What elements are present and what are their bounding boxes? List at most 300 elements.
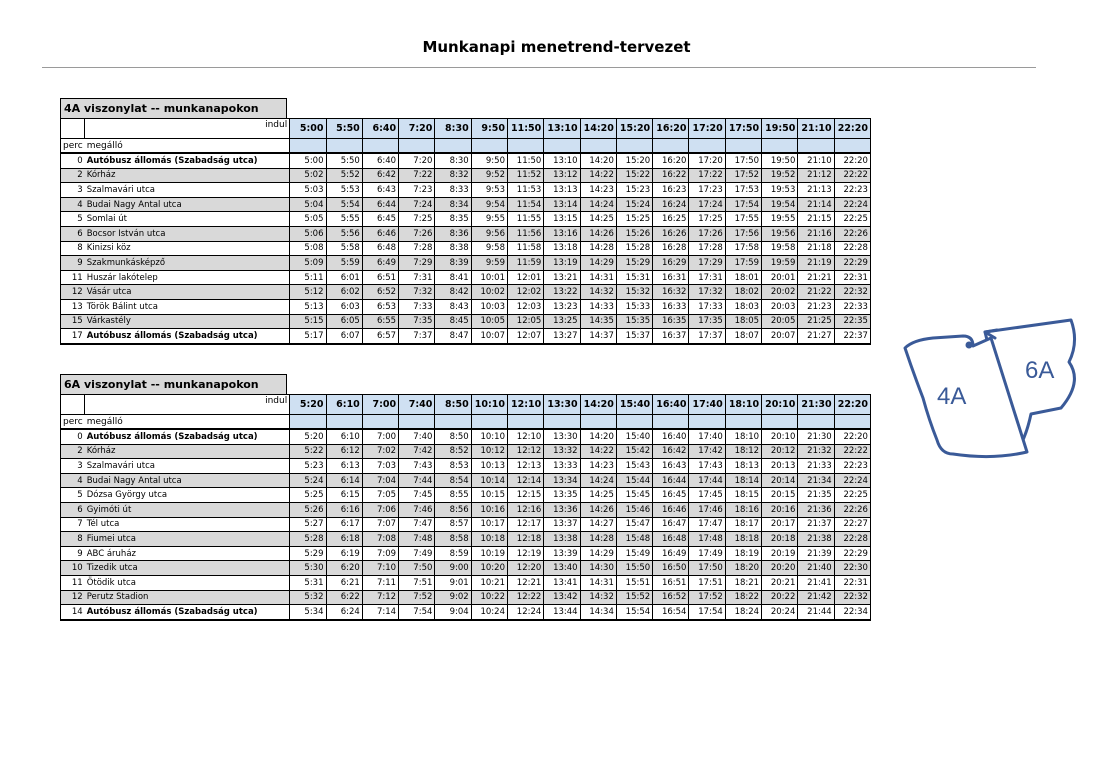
arrival-time: 22:31 (834, 270, 870, 285)
table-row (61, 197, 871, 212)
stop-name: Autóbusz állomás (Szabadság utca) (85, 429, 290, 444)
table-row (61, 270, 871, 285)
arrival-time: 7:08 (362, 532, 398, 547)
arrival-time: 16:25 (653, 212, 689, 227)
arrival-time: 6:13 (326, 459, 362, 474)
arrival-time: 6:44 (362, 197, 398, 212)
arrival-time: 6:46 (362, 226, 398, 241)
stop-name: Autóbusz állomás (Szabadság utca) (85, 329, 290, 344)
travel-minutes: 17 (61, 329, 85, 344)
table-row (61, 212, 871, 227)
arrival-time: 18:01 (725, 270, 761, 285)
arrival-time: 21:35 (798, 488, 834, 503)
arrival-time: 15:45 (616, 488, 652, 503)
departure-time: 5:20 (290, 395, 326, 415)
arrival-time: 17:25 (689, 212, 725, 227)
arrival-time: 17:22 (689, 168, 725, 183)
arrival-time: 13:39 (544, 546, 580, 561)
arrival-time: 16:23 (653, 183, 689, 198)
arrival-time: 11:55 (507, 212, 543, 227)
header-blank-cell (834, 415, 870, 430)
arrival-time: 5:15 (290, 314, 326, 329)
table-row (61, 285, 871, 300)
arrival-time: 8:32 (435, 168, 471, 183)
arrival-time: 16:43 (653, 459, 689, 474)
arrival-time: 13:41 (544, 575, 580, 590)
departure-time: 8:50 (435, 395, 471, 415)
arrival-time: 20:24 (762, 605, 798, 620)
arrival-time: 17:40 (689, 429, 725, 444)
arrival-time: 10:15 (471, 488, 507, 503)
arrival-time: 15:47 (616, 517, 652, 532)
arrival-time: 11:53 (507, 183, 543, 198)
table-row (61, 546, 871, 561)
arrival-time: 21:21 (798, 270, 834, 285)
arrival-time: 7:10 (362, 561, 398, 576)
arrival-time: 10:20 (471, 561, 507, 576)
arrival-time: 7:07 (362, 517, 398, 532)
arrival-time: 14:25 (580, 212, 616, 227)
arrival-time: 12:22 (507, 590, 543, 605)
arrival-time: 14:22 (580, 444, 616, 459)
arrival-time: 18:17 (725, 517, 761, 532)
arrival-time: 16:33 (653, 299, 689, 314)
header-blank-cell (689, 139, 725, 154)
departure-time: 18:10 (725, 395, 761, 415)
arrival-time: 17:58 (725, 241, 761, 256)
table-row (61, 473, 871, 488)
arrival-time: 7:14 (362, 605, 398, 620)
stop-name: Autóbusz állomás (Szabadság utca) (85, 605, 290, 620)
arrival-time: 17:53 (725, 183, 761, 198)
arrival-time: 17:32 (689, 285, 725, 300)
header-blank-cell (544, 139, 580, 154)
arrival-time: 21:32 (798, 444, 834, 459)
arrival-time: 10:01 (471, 270, 507, 285)
arrival-time: 14:30 (580, 561, 616, 576)
travel-minutes: 3 (61, 183, 85, 198)
header-blank-cell (471, 139, 507, 154)
arrival-time: 8:55 (435, 488, 471, 503)
arrival-time: 15:32 (616, 285, 652, 300)
arrival-time: 21:18 (798, 241, 834, 256)
arrival-time: 15:43 (616, 459, 652, 474)
arrival-time: 22:24 (834, 197, 870, 212)
arrival-time: 18:20 (725, 561, 761, 576)
arrival-time: 18:12 (725, 444, 761, 459)
timetable-6a (60, 394, 871, 621)
route-4a-label: 4A (937, 383, 967, 410)
arrival-time: 15:25 (616, 212, 652, 227)
arrival-time: 10:14 (471, 473, 507, 488)
minutes-label: perc (61, 415, 85, 430)
arrival-time: 5:22 (290, 444, 326, 459)
travel-minutes: 9 (61, 256, 85, 271)
arrival-time: 14:27 (580, 517, 616, 532)
table-row (61, 532, 871, 547)
stop-name: Perutz Stadion (85, 590, 290, 605)
arrival-time: 14:29 (580, 546, 616, 561)
arrival-time: 14:37 (580, 329, 616, 344)
header-blank-cell (326, 415, 362, 430)
travel-minutes: 0 (61, 429, 85, 444)
arrival-time: 17:48 (689, 532, 725, 547)
arrival-time: 20:15 (762, 488, 798, 503)
stop-name: Vásár utca (85, 285, 290, 300)
header-blank-cell (435, 415, 471, 430)
arrival-time: 7:32 (399, 285, 435, 300)
arrival-time: 10:03 (471, 299, 507, 314)
departure-time: 14:20 (580, 119, 616, 139)
arrival-time: 15:48 (616, 532, 652, 547)
arrival-time: 20:10 (762, 429, 798, 444)
table-row (61, 488, 871, 503)
arrival-time: 17:37 (689, 329, 725, 344)
arrival-time: 13:36 (544, 502, 580, 517)
arrival-time: 14:20 (580, 429, 616, 444)
arrival-time: 21:34 (798, 473, 834, 488)
stop-name: Budai Nagy Antal utca (85, 473, 290, 488)
header-blank-cell (471, 415, 507, 430)
travel-minutes: 11 (61, 575, 85, 590)
arrival-time: 13:30 (544, 429, 580, 444)
arrival-time: 16:20 (653, 153, 689, 168)
stop-name: Budai Nagy Antal utca (85, 197, 290, 212)
arrival-time: 9:00 (435, 561, 471, 576)
arrival-time: 8:39 (435, 256, 471, 271)
arrival-time: 5:56 (326, 226, 362, 241)
arrival-time: 5:11 (290, 270, 326, 285)
stop-name: Fiumei utca (85, 532, 290, 547)
arrival-time: 21:10 (798, 153, 834, 168)
departure-time: 17:40 (689, 395, 725, 415)
travel-minutes: 12 (61, 285, 85, 300)
travel-minutes: 4 (61, 473, 85, 488)
timetable-4a-caption: 4A viszonylat -- munkanapokon (60, 98, 287, 118)
arrival-time: 22:20 (834, 153, 870, 168)
departure-time: 22:20 (834, 395, 870, 415)
arrival-time: 16:40 (653, 429, 689, 444)
arrival-time: 17:54 (725, 197, 761, 212)
arrival-time: 14:32 (580, 285, 616, 300)
travel-minutes: 5 (61, 488, 85, 503)
travel-minutes: 5 (61, 212, 85, 227)
arrival-time: 9:54 (471, 197, 507, 212)
arrival-time: 6:19 (326, 546, 362, 561)
departure-time: 13:10 (544, 119, 580, 139)
table-row (61, 575, 871, 590)
stop-name: Gyimóti út (85, 502, 290, 517)
arrival-time: 21:40 (798, 561, 834, 576)
arrival-time: 11:56 (507, 226, 543, 241)
arrival-time: 22:22 (834, 444, 870, 459)
header-blank-cell (399, 139, 435, 154)
arrival-time: 20:07 (762, 329, 798, 344)
arrival-time: 14:26 (580, 226, 616, 241)
stop-name: Kórház (85, 168, 290, 183)
arrival-time: 14:22 (580, 168, 616, 183)
arrival-time: 10:05 (471, 314, 507, 329)
arrival-time: 18:19 (725, 546, 761, 561)
arrival-time: 19:56 (762, 226, 798, 241)
arrival-time: 13:19 (544, 256, 580, 271)
arrival-time: 9:02 (435, 590, 471, 605)
arrival-time: 21:14 (798, 197, 834, 212)
arrival-time: 21:27 (798, 329, 834, 344)
arrival-time: 5:32 (290, 590, 326, 605)
arrival-time: 16:37 (653, 329, 689, 344)
arrival-time: 11:54 (507, 197, 543, 212)
arrival-time: 18:16 (725, 502, 761, 517)
arrival-time: 8:58 (435, 532, 471, 547)
arrival-time: 19:53 (762, 183, 798, 198)
arrival-time: 21:13 (798, 183, 834, 198)
header-corner (61, 119, 85, 139)
stop-name: Török Bálint utca (85, 299, 290, 314)
header-blank-cell (290, 415, 326, 430)
route-loop-diagram (893, 312, 1093, 472)
arrival-time: 13:34 (544, 473, 580, 488)
departure-time: 17:20 (689, 119, 725, 139)
departs-label: indul (85, 395, 290, 415)
header-blank-cell (544, 415, 580, 430)
arrival-time: 15:23 (616, 183, 652, 198)
arrival-time: 15:50 (616, 561, 652, 576)
arrival-time: 5:26 (290, 502, 326, 517)
arrival-time: 19:58 (762, 241, 798, 256)
arrival-time: 15:40 (616, 429, 652, 444)
table-row (61, 183, 871, 198)
stop-name: Bocsor István utca (85, 226, 290, 241)
arrival-time: 15:33 (616, 299, 652, 314)
travel-minutes: 10 (61, 561, 85, 576)
arrival-time: 17:51 (689, 575, 725, 590)
arrival-time: 20:13 (762, 459, 798, 474)
arrival-time: 10:24 (471, 605, 507, 620)
travel-minutes: 8 (61, 532, 85, 547)
arrival-time: 14:34 (580, 605, 616, 620)
departure-time: 5:50 (326, 119, 362, 139)
arrival-time: 7:11 (362, 575, 398, 590)
departure-time: 22:20 (834, 119, 870, 139)
header-blank-cell (725, 139, 761, 154)
arrival-time: 22:30 (834, 561, 870, 576)
arrival-time: 22:28 (834, 532, 870, 547)
arrival-time: 6:01 (326, 270, 362, 285)
arrival-time: 11:50 (507, 153, 543, 168)
stop-name: Dózsa György utca (85, 488, 290, 503)
arrival-time: 7:26 (399, 226, 435, 241)
arrival-time: 13:14 (544, 197, 580, 212)
arrival-time: 14:23 (580, 183, 616, 198)
arrival-time: 20:17 (762, 517, 798, 532)
arrival-time: 17:55 (725, 212, 761, 227)
arrival-time: 22:31 (834, 575, 870, 590)
arrival-time: 7:29 (399, 256, 435, 271)
arrival-time: 7:51 (399, 575, 435, 590)
header-blank-cell (725, 415, 761, 430)
arrival-time: 16:45 (653, 488, 689, 503)
arrival-time: 7:43 (399, 459, 435, 474)
header-blank-cell (762, 139, 798, 154)
arrival-time: 7:35 (399, 314, 435, 329)
arrival-time: 9:58 (471, 241, 507, 256)
stop-name: Szakmunkásképző (85, 256, 290, 271)
arrival-time: 16:52 (653, 590, 689, 605)
arrival-time: 6:20 (326, 561, 362, 576)
arrival-time: 16:35 (653, 314, 689, 329)
arrival-time: 15:37 (616, 329, 652, 344)
arrival-time: 8:43 (435, 299, 471, 314)
arrival-time: 6:15 (326, 488, 362, 503)
arrival-time: 6:10 (326, 429, 362, 444)
arrival-time: 17:29 (689, 256, 725, 271)
arrival-time: 20:20 (762, 561, 798, 576)
arrival-time: 9:04 (435, 605, 471, 620)
arrival-time: 5:04 (290, 197, 326, 212)
arrival-time: 17:42 (689, 444, 725, 459)
arrival-time: 14:28 (580, 241, 616, 256)
arrival-time: 22:33 (834, 299, 870, 314)
arrival-time: 9:01 (435, 575, 471, 590)
stop-label: megálló (85, 139, 290, 154)
arrival-time: 15:26 (616, 226, 652, 241)
header-blank-cell (362, 139, 398, 154)
stop-name: Tél utca (85, 517, 290, 532)
arrival-time: 15:22 (616, 168, 652, 183)
arrival-time: 7:42 (399, 444, 435, 459)
arrival-time: 10:07 (471, 329, 507, 344)
arrival-time: 18:14 (725, 473, 761, 488)
arrival-time: 12:21 (507, 575, 543, 590)
table-row (61, 299, 871, 314)
arrival-time: 12:01 (507, 270, 543, 285)
departure-time: 21:30 (798, 395, 834, 415)
travel-minutes: 15 (61, 314, 85, 329)
stop-name: Várkastély (85, 314, 290, 329)
header-blank-cell (399, 415, 435, 430)
header-blank-cell (580, 139, 616, 154)
arrival-time: 17:23 (689, 183, 725, 198)
arrival-time: 17:50 (689, 561, 725, 576)
arrival-time: 7:28 (399, 241, 435, 256)
arrival-time: 7:06 (362, 502, 398, 517)
arrival-time: 22:25 (834, 212, 870, 227)
departure-time: 7:00 (362, 395, 398, 415)
arrival-time: 8:53 (435, 459, 471, 474)
arrival-time: 19:52 (762, 168, 798, 183)
arrival-time: 18:02 (725, 285, 761, 300)
arrival-time: 5:23 (290, 459, 326, 474)
arrival-time: 5:54 (326, 197, 362, 212)
header-blank-cell (580, 415, 616, 430)
header-blank-cell (507, 139, 543, 154)
arrival-time: 10:02 (471, 285, 507, 300)
arrival-time: 14:31 (580, 270, 616, 285)
travel-minutes: 3 (61, 459, 85, 474)
arrival-time: 19:54 (762, 197, 798, 212)
route-6a-label: 6A (1025, 357, 1055, 384)
travel-minutes: 6 (61, 226, 85, 241)
arrival-time: 20:21 (762, 575, 798, 590)
arrival-time: 17:50 (725, 153, 761, 168)
header-blank-cell (507, 415, 543, 430)
arrival-time: 9:56 (471, 226, 507, 241)
arrival-time: 8:54 (435, 473, 471, 488)
header-blank-cell (798, 139, 834, 154)
header-blank-cell (653, 139, 689, 154)
arrival-time: 7:22 (399, 168, 435, 183)
departure-time: 12:10 (507, 395, 543, 415)
arrival-time: 5:09 (290, 256, 326, 271)
arrival-time: 16:54 (653, 605, 689, 620)
arrival-time: 11:59 (507, 256, 543, 271)
document-title: Munkanapi menetrend-tervezet (422, 38, 691, 56)
departure-time: 14:20 (580, 395, 616, 415)
arrival-time: 13:42 (544, 590, 580, 605)
travel-minutes: 2 (61, 168, 85, 183)
arrival-time: 6:57 (362, 329, 398, 344)
arrival-time: 18:15 (725, 488, 761, 503)
travel-minutes: 14 (61, 605, 85, 620)
arrival-time: 6:24 (326, 605, 362, 620)
arrival-time: 12:03 (507, 299, 543, 314)
arrival-time: 6:52 (362, 285, 398, 300)
arrival-time: 5:27 (290, 517, 326, 532)
arrival-time: 8:57 (435, 517, 471, 532)
arrival-time: 6:03 (326, 299, 362, 314)
arrival-time: 15:51 (616, 575, 652, 590)
arrival-time: 17:44 (689, 473, 725, 488)
arrival-time: 5:58 (326, 241, 362, 256)
stop-name: Szalmavári utca (85, 459, 290, 474)
arrival-time: 17:46 (689, 502, 725, 517)
arrival-time: 7:37 (399, 329, 435, 344)
travel-minutes: 0 (61, 153, 85, 168)
departure-time: 16:20 (653, 119, 689, 139)
arrival-time: 16:24 (653, 197, 689, 212)
arrival-time: 6:48 (362, 241, 398, 256)
arrival-time: 8:35 (435, 212, 471, 227)
departure-time: 8:30 (435, 119, 471, 139)
arrival-time: 20:14 (762, 473, 798, 488)
arrival-time: 14:25 (580, 488, 616, 503)
arrival-time: 17:26 (689, 226, 725, 241)
arrival-time: 9:59 (471, 256, 507, 271)
arrival-time: 5:13 (290, 299, 326, 314)
stop-name: Szalmavári utca (85, 183, 290, 198)
arrival-time: 6:51 (362, 270, 398, 285)
timetable-4a (60, 118, 871, 345)
arrival-time: 7:50 (399, 561, 435, 576)
arrival-time: 8:42 (435, 285, 471, 300)
arrival-time: 14:33 (580, 299, 616, 314)
table-row (61, 459, 871, 474)
arrival-time: 21:16 (798, 226, 834, 241)
arrival-time: 9:55 (471, 212, 507, 227)
arrival-time: 22:29 (834, 256, 870, 271)
departs-label: indul (85, 119, 290, 139)
arrival-time: 10:22 (471, 590, 507, 605)
arrival-time: 10:12 (471, 444, 507, 459)
arrival-time: 17:45 (689, 488, 725, 503)
arrival-time: 17:54 (689, 605, 725, 620)
arrival-time: 21:41 (798, 575, 834, 590)
arrival-time: 22:34 (834, 605, 870, 620)
departure-time: 11:50 (507, 119, 543, 139)
arrival-time: 10:18 (471, 532, 507, 547)
title-divider (42, 67, 1036, 68)
